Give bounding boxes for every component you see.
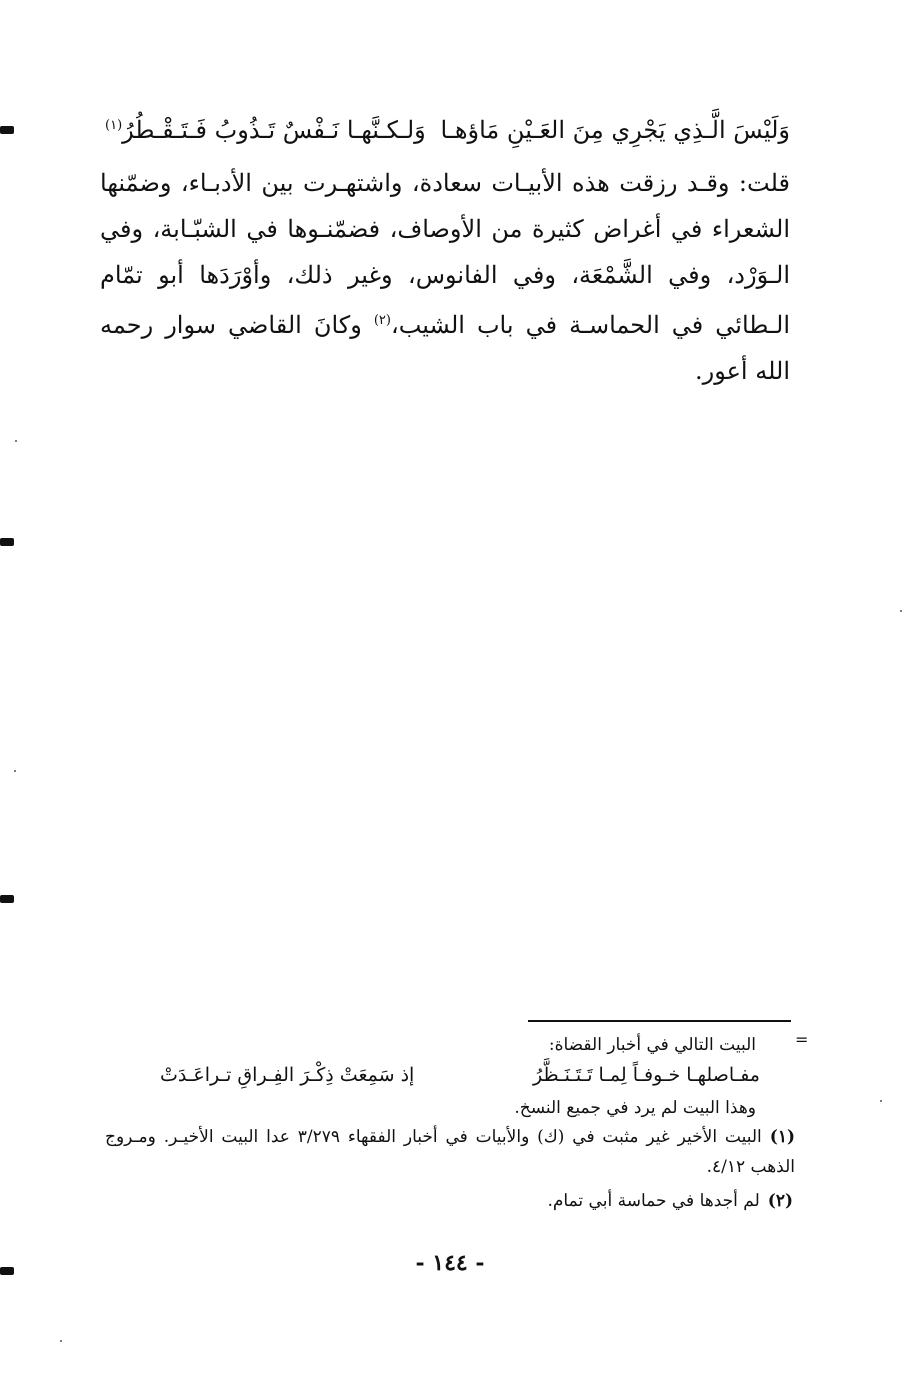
scan-speck (15, 440, 17, 442)
footnote-1-number: (١) (769, 1127, 795, 1147)
scan-edge-mark (0, 1267, 14, 1275)
footnote-ref-2: (٢) (373, 313, 391, 328)
footnote-verse-left: مفـاصلهـا خـوفـاً لِمـا تَـتَـنَـظَّرُ (532, 1064, 760, 1086)
scan-edge-mark (0, 126, 14, 134)
footnote-verse (160, 1060, 760, 1090)
verse-left-hemistich (105, 116, 426, 144)
body-text: قلت: وقـد رزقت هذه الأبيـات سعادة، واشتهـرت بين الأدبـاء، وضمّنها الشعراء في أغراض كثيرة من الأوصاف، فضمّنـوها في الشبّـابة، وفي الـوَرْد، وفي الشَّمْعَة، وفي الفانوس، وغير ذلك، وأوْرَدَها أبو تمّام الـطائي في الحماسـة في باب الشيب، (100, 169, 790, 339)
scan-speck (900, 610, 902, 612)
footnote-note: وهذا البيت لم يرد في جميع النسخ. (514, 1098, 756, 1118)
page-number: - ١٤٤ - (415, 1250, 485, 1276)
footnote-2-number: (٢) (767, 1191, 793, 1211)
poem-verse (105, 110, 790, 150)
scan-edge-mark (0, 538, 14, 546)
footnote-intro: البيت التالي في أخبار القضاة: (548, 1035, 756, 1055)
footnote-2 (193, 1186, 793, 1216)
footnote-1-text: البيت الأخير غير مثبت في (ك) والأبيات في أخبار الفقهاء ٣/٢٧٩ عدا البيت الأخيـر. ومـروج الذهب ٤/١٢. (105, 1127, 795, 1177)
continuation-mark: = (795, 1030, 809, 1049)
footnote-rule (528, 1020, 791, 1022)
footnote-ref-1: (١) (105, 118, 123, 133)
footnote-2-text: لم أجدها في حماسة أبي تمام. (547, 1191, 760, 1211)
body-tail: وكانَ القاضي سوار رحمه الله أعور. (100, 311, 790, 385)
footnote-verse-right: إذ سَمِعَتْ ذِكْـرَ الفِـراقِ تـراعَـدَتْ (160, 1064, 415, 1086)
scan-speck (14, 770, 16, 772)
verse-left-text: وَلـكـنَّهـا نَـفْسٌ تَـذُوبُ فَـتَـقْـطُرُ (122, 116, 426, 144)
scan-edge-mark (0, 895, 14, 903)
scan-speck (60, 1340, 62, 1342)
scan-speck (880, 1100, 882, 1102)
body-paragraph (100, 160, 790, 394)
footnote-1 (105, 1122, 795, 1182)
verse-right-hemistich: وَلَيْسَ الَّـذِي يَجْرِي مِنَ العَـيْنِ مَاؤهـا (440, 116, 790, 144)
